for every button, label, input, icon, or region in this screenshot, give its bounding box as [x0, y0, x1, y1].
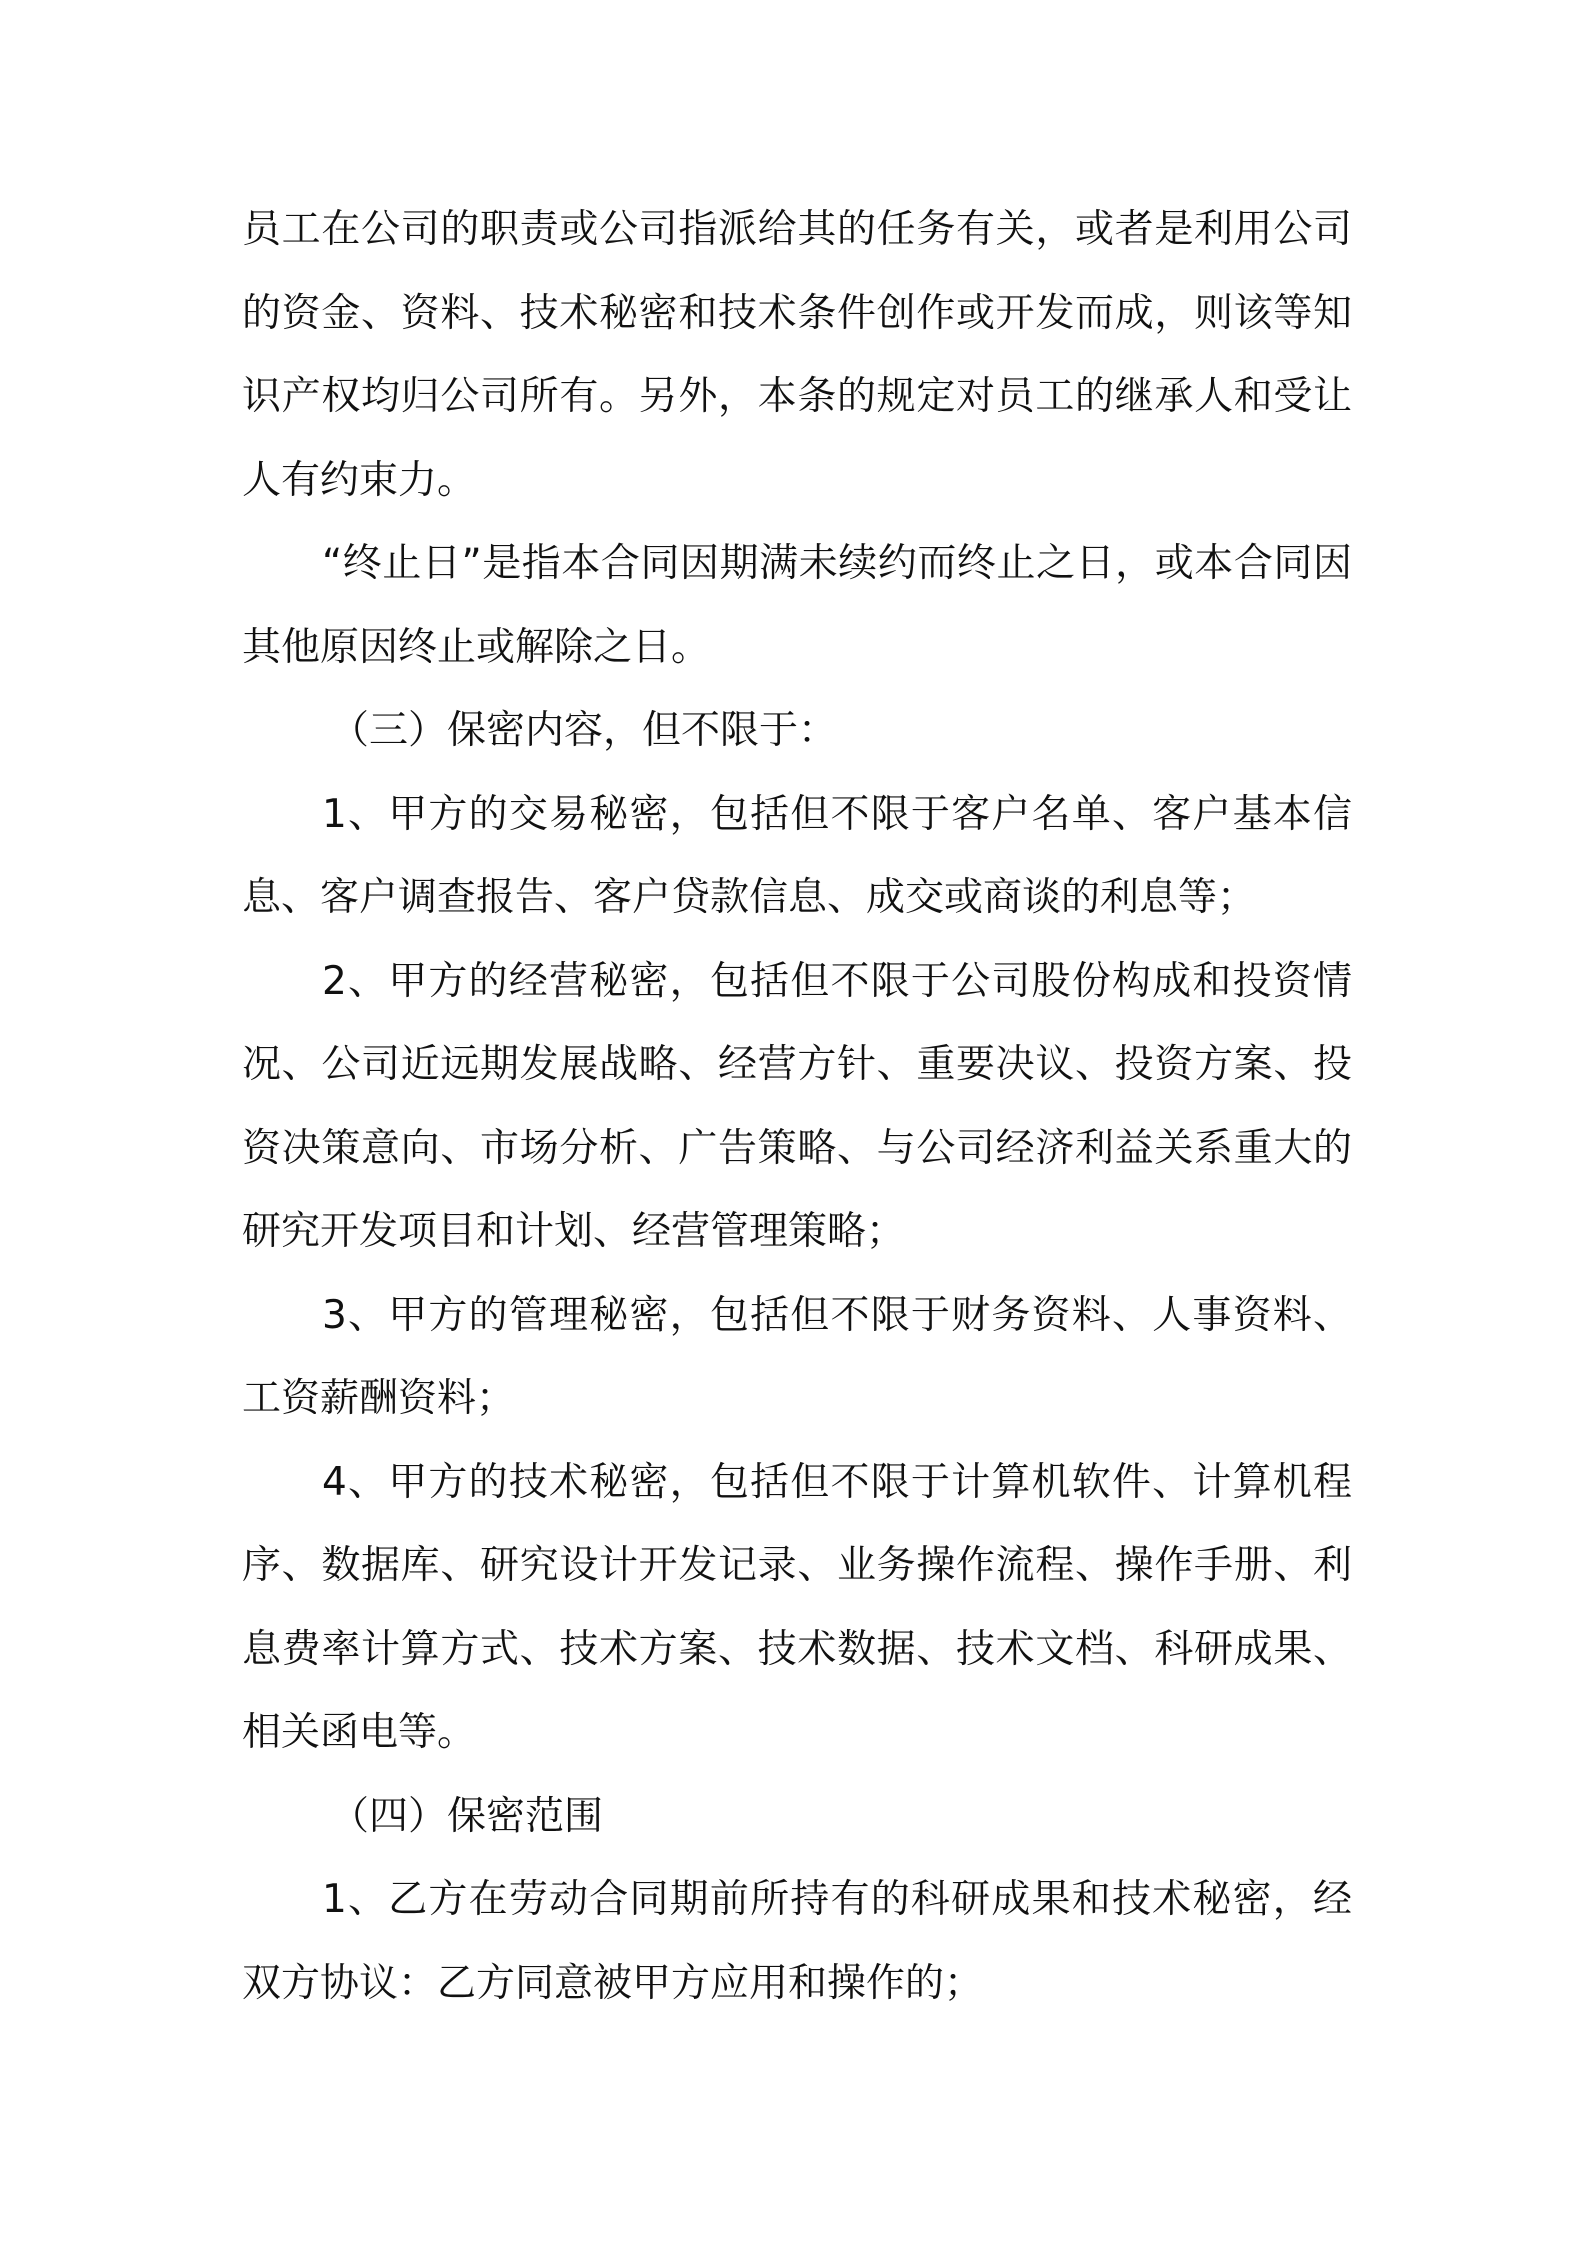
list-item-technical-secrets: 4、甲方的技术秘密，包括但不限于计算机软件、计算机程序、数据库、研究设计开发记录、业务操作流程、操作手册、利息费率计算方式、技术方案、技术数据、技术文档、科研成果、相关函电等。	[242, 1459, 1352, 1755]
paragraph-termination-date-definition: “终止日”是指本合同因期满未续约而终止之日，或本合同因其他原因终止或解除之日。	[242, 541, 1352, 670]
paragraph-ip-ownership: 员工在公司的职责或公司指派给其的任务有关，或者是利用公司的资金、资料、技术秘密和技术条件创作或开发而成，则该等知识产权均归公司所有。另外，本条的规定对员工的继承人和受让人有约束力。	[242, 207, 1352, 503]
list-item-business-secrets: 2、甲方的经营秘密，包括但不限于公司股份构成和投资情况、公司近远期发展战略、经营方针、重要决议、投资方案、投资决策意向、市场分析、广告策略、与公司经济利益关系重大的研究开发项目和计划、经营管理策略；	[242, 958, 1352, 1254]
list-item-prior-research-results: 1、乙方在劳动合同期前所持有的科研成果和技术秘密，经双方协议：乙方同意被甲方应用和操作的；	[242, 1877, 1352, 2006]
document-body	[242, 188, 1352, 2025]
section-heading-confidential-content: （三）保密内容，但不限于：	[330, 708, 838, 753]
list-item-trade-secrets: 1、甲方的交易秘密，包括但不限于客户名单、客户基本信息、客户调查报告、客户贷款信息、成交或商谈的利息等；	[242, 791, 1352, 920]
section-heading-confidential-scope: （四）保密范围	[330, 1793, 604, 1839]
list-item-management-secrets: 3、甲方的管理秘密，包括但不限于财务资料、人事资料、工资薪酬资料；	[242, 1292, 1352, 1421]
